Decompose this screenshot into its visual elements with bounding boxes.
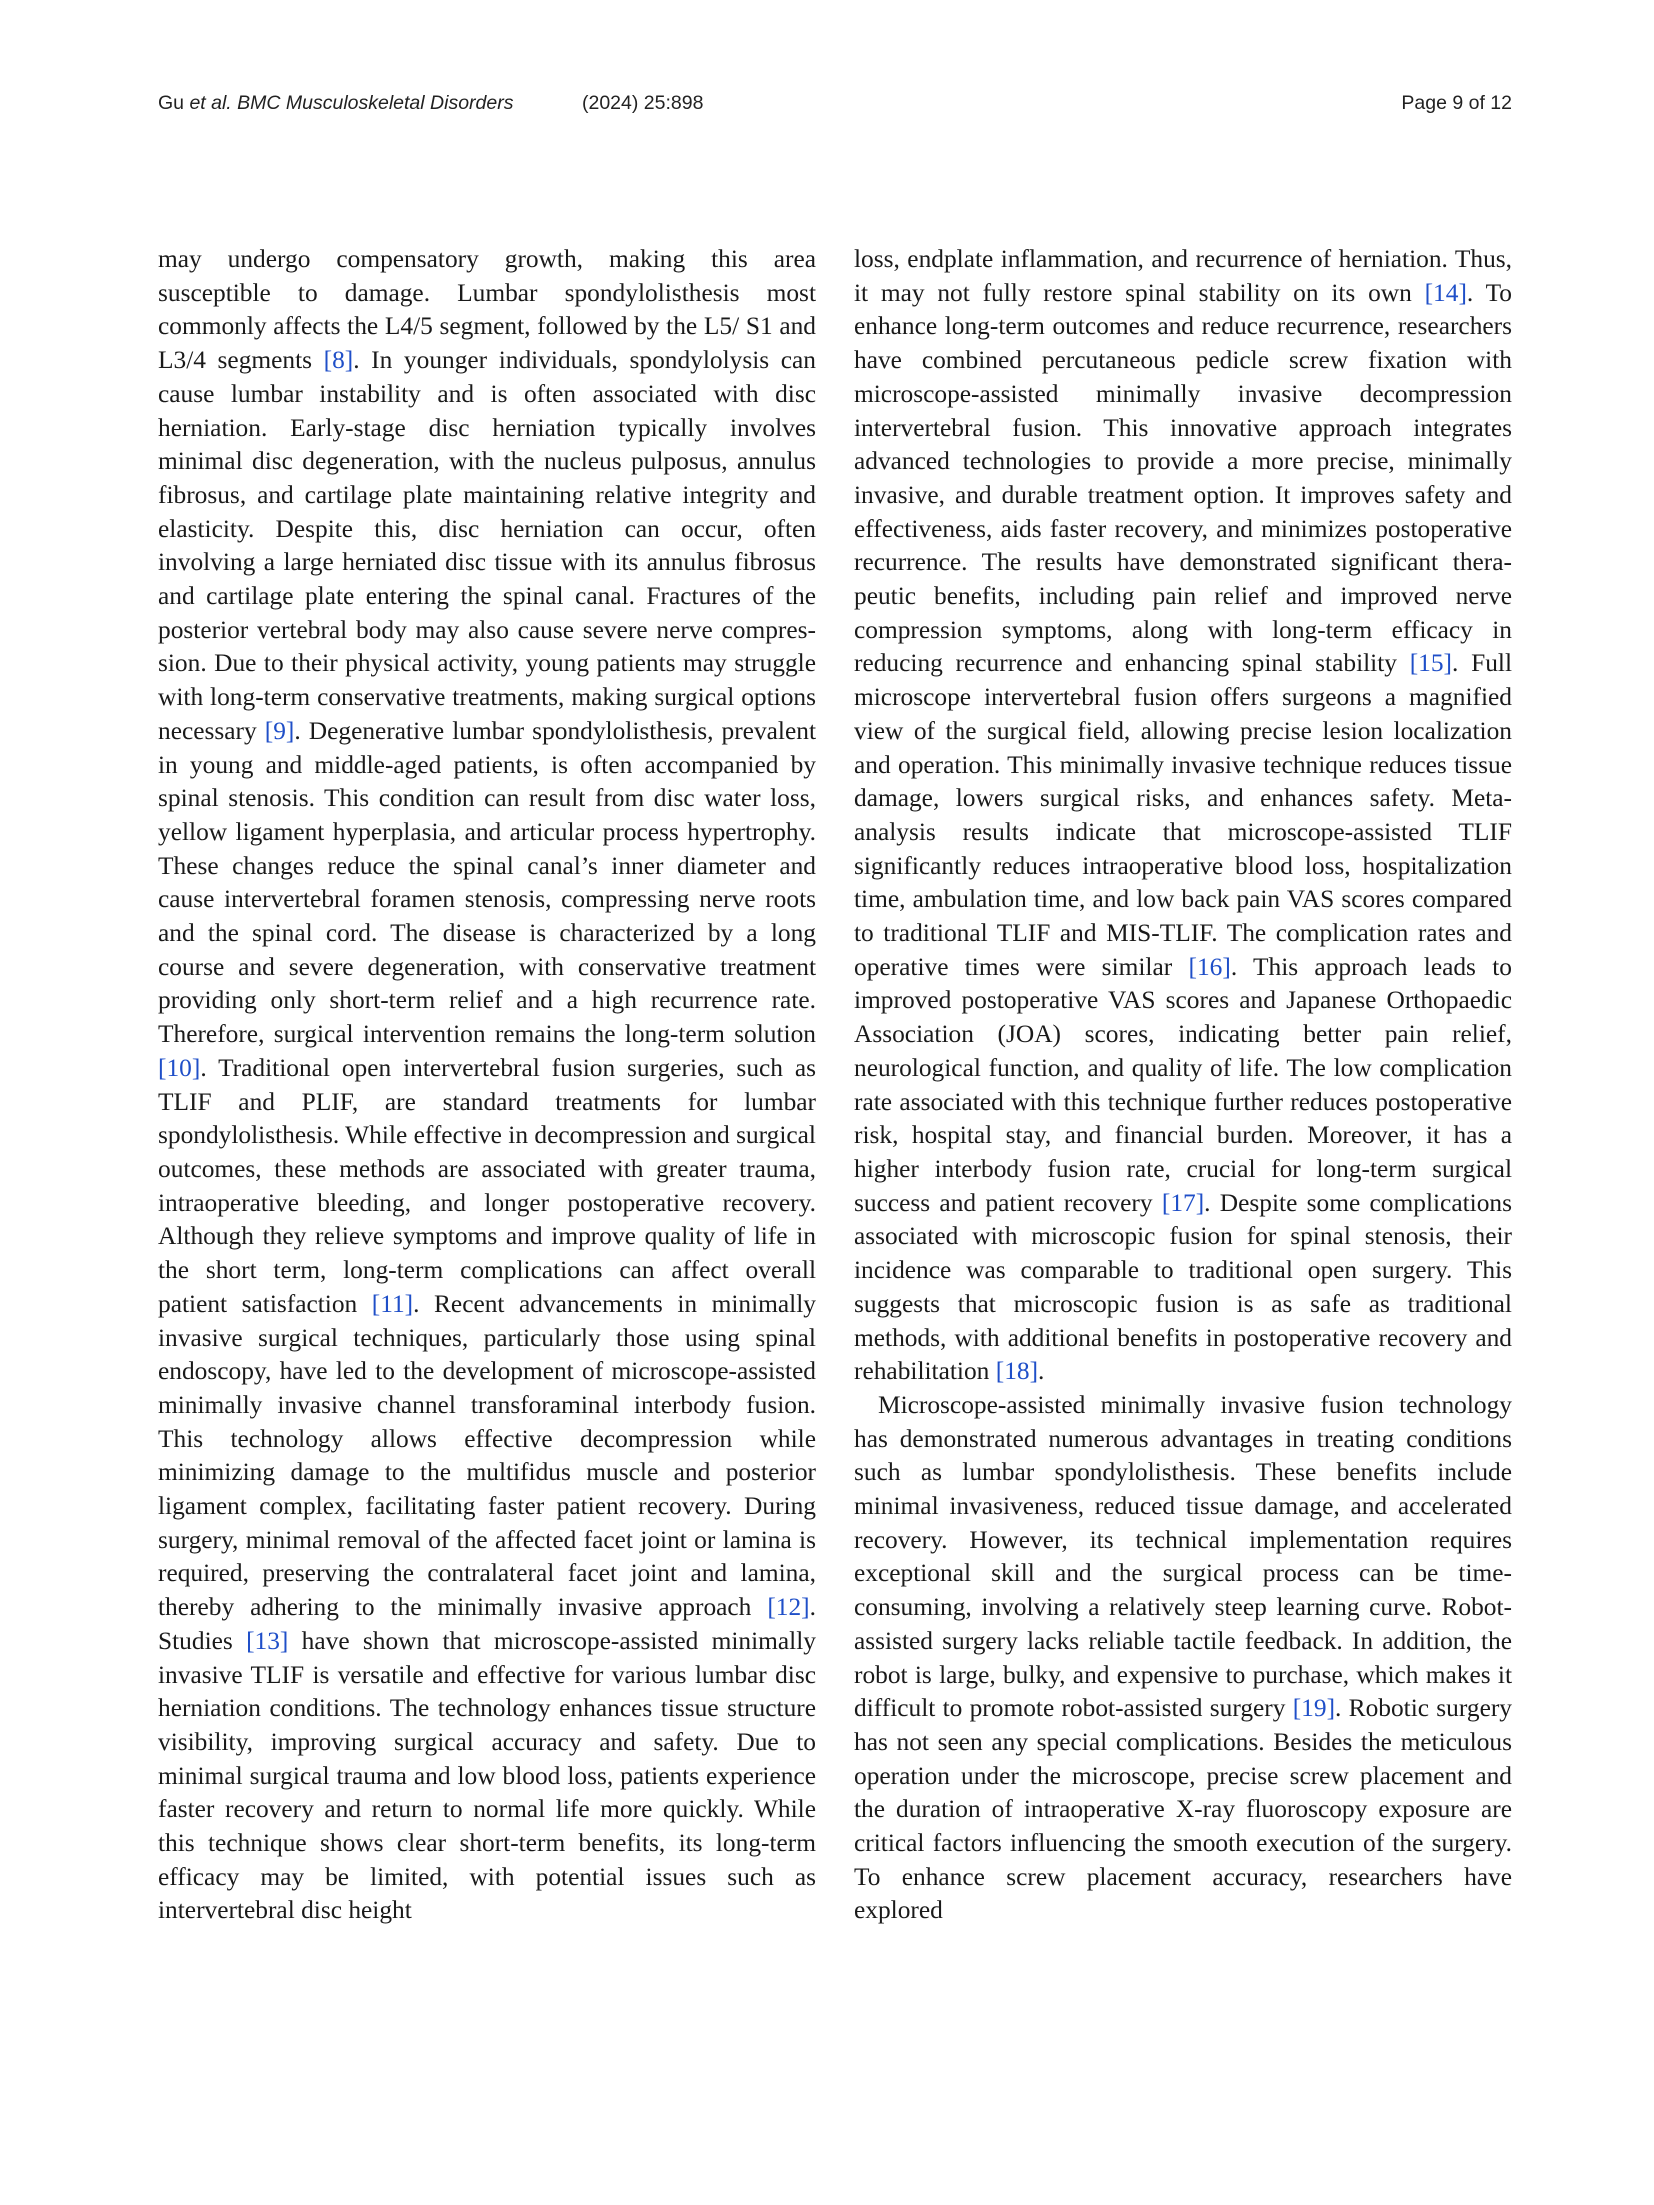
citation-link[interactable]: [11] [371,1289,414,1318]
page-number: Page 9 of 12 [1401,92,1512,114]
text-run: . [1038,1357,1045,1386]
text-run: have shown that microscope-assisted minimally invasive TLIF is versatile and effective for various lumbar disc herniation conditions. The technology enhances tissue structure visibility, improving surgical accuracy and safety. Due to minimal surgical trauma and low blood loss, patients experience faster recovery and return to normal life more quickly. While this technique shows clear short-term benefits, its long-term efficacy may be limited, with potential issues such as intervertebral disc height [158,1626,816,1925]
citation-link[interactable]: [18] [995,1357,1039,1386]
text-run: . This approach leads to improved postoperative VAS scores and Japanese Orthopaedic Association (JOA) scores, indicating better pain relief, neurological function, and quality of life. The low complication rate associated with this technique further reduces postoperative risk, hospital stay, and financial burden. Moreover, it has a higher interbody fusion rate, crucial for long-term surgical success and patient recovery [854,952,1512,1217]
text-run: . Recent advancements in minimally invasive surgical techniques, particularly those using spinal endoscopy, have led to the development of microscope-assisted minimally invasive channel transforaminal interbody fusion. This technology allows effective decompression while minimizing damage to the multifidus muscle and posterior ligament complex, facilitating faster patient recovery. During surgery, minimal removal of the affected facet joint or lamina is required, preserving the contralateral facet joint and lamina, thereby adhering to the minimally invasive approach [158,1289,816,1622]
text-run: . Full microscope intervertebral fusion offers surgeons a magnified view of the surgical field, allowing precise lesion localization and operation. This minimally invasive technique reduces tissue damage, lowers surgical risks, and enhances safety. Meta-analysis results indicate that microscope-assisted TLIF significantly reduces intraoperative blood loss, hospitalization time, ambulation time, and low back pain VAS scores compared to traditional TLIF and MIS-TLIF. The complication rates and operative times were similar [854,649,1513,981]
citation-link[interactable]: [12] [767,1593,810,1622]
journal-citation [158,92,513,115]
citation-link[interactable]: [9] [264,716,295,745]
text-run: . To enhance long-term outcomes and reduce recurrence, researchers have combined percutaneous pedicle screw fixation with microscope-assisted minimally invasive decompression intervertebral fusion. This innovative approach integrates advanced technologies to provide a more precise, minimally invasive, and durable treatment option. It improves safety and effectiveness, aids faster recovery, and minimizes postoperative recurrence. The results have demonstrated significant therapeutic benefits, including pain relief and improved nerve compression symptoms, along with long-term efficacy in reducing recurrence and enhancing spinal stability [854,278,1512,678]
et-al: et al. [189,92,232,114]
citation-link[interactable]: [10] [158,1053,201,1082]
journal-name: BMC Musculoskeletal Disorders [231,92,514,114]
citation-link[interactable]: [13] [246,1626,289,1655]
text-run: . Robotic surgery has not seen any special complications. Besides the meticulous operation under the microscope, precise screw placement and the duration of intraoperative X-ray fluoroscopy exposure are critical factors influencing the smooth execution of the surgery. To enhance screw placement accuracy, researchers have explored [854,1694,1512,1925]
running-header [158,92,1512,122]
citation-link[interactable]: [15] [1409,649,1453,678]
text-run: . Traditional open intervertebral fusion surgeries, such as TLIF and PLIF, are standard treatments for lumbar spondylolisthesis. While effective in decompression and surgical outcomes, these methods are associated with greater trauma, intraoperative bleeding, and longer postoperative recovery. Although they relieve symptoms and improve quality of life in the short term, long-term complications can affect overall patient satisfaction [158,1053,816,1318]
paragraph [158,243,816,1928]
citation-link[interactable]: [8] [323,346,354,375]
text-run: . Degenerative lumbar spondylolisthesis, prevalent in young and middle-aged patients, is often accompanied by spinal stenosis. This condition can result from disc water loss, yellow ligament hyperplasia, and articular process hypertrophy. These changes reduce the spinal canal’s inner diameter and cause intervertebral foramen stenosis, compressing nerve roots and the spinal cord. The disease is characterized by a long course and severe degeneration, with conservative treatment providing only short-term relief and a high recurrence rate. Therefore, surgical intervention remains the long-term solution [158,716,816,1049]
paragraph [854,243,1512,1389]
paragraph [854,1389,1512,1928]
text-run: Microscope-assisted minimally invasive fusion technology has demonstrated numerous advantages in treating conditions such as lumbar spondylolisthesis. These benefits include minimal invasiveness, reduced tissue damage, and accelerated recovery. However, its technical implementation requires exceptional skill and the surgical process can be time-consuming, involving a relatively steep learning curve. Robot-assisted surgery lacks reliable tactile feedback. In addition, the robot is large, bulky, and expensive to purchase, which makes it difficult to promote robot-assisted surgery [854,1390,1512,1723]
left-column [158,243,816,1928]
volume-info: (2024) 25:898 [582,92,704,114]
citation-link[interactable]: [19] [1292,1694,1336,1723]
text-run: may undergo compensatory growth, making this area susceptible to damage. Lumbar spondylolisthesis most commonly affects the L4/5 segment, followed by the L5/ S1 and L3/4 segments [158,245,816,375]
citation-link[interactable]: [16] [1188,952,1231,981]
citation-link[interactable]: [17] [1161,1188,1205,1217]
right-column [854,243,1512,1928]
citation-link[interactable]: [14] [1424,278,1467,307]
text-run: loss, endplate inflammation, and recurrence of herniation. Thus, it may not fully restore spinal stability on its own [854,245,1512,307]
text-run: . Despite some complications associated with microscopic fusion for spinal stenosis, their incidence was comparable to traditional open surgery. This suggests that microscopic fusion is as safe as traditional methods, with additional benefits in postoperative recovery and rehabilitation [854,1188,1512,1386]
author-name: Gu [158,92,190,114]
text-run: . In younger individuals, spondylolysis can cause lumbar instability and is often associated with disc herniation. Early-stage disc herniation typically involves minimal disc degeneration, with the nucleus pulposus, annulus fibrosus, and cartilage plate maintaining relative integrity and elasticity. Despite this, disc herniation can occur, often involving a large herniated disc tissue with its annulus fibrosus and cartilage plate entering the spinal canal. Fractures of the posterior vertebral body may also cause severe nerve compression. Due to their physical activity, young patients may struggle with long-term conservative treatments, making surgical options necessary [158,346,816,745]
text-run: . Studies [158,1593,816,1655]
